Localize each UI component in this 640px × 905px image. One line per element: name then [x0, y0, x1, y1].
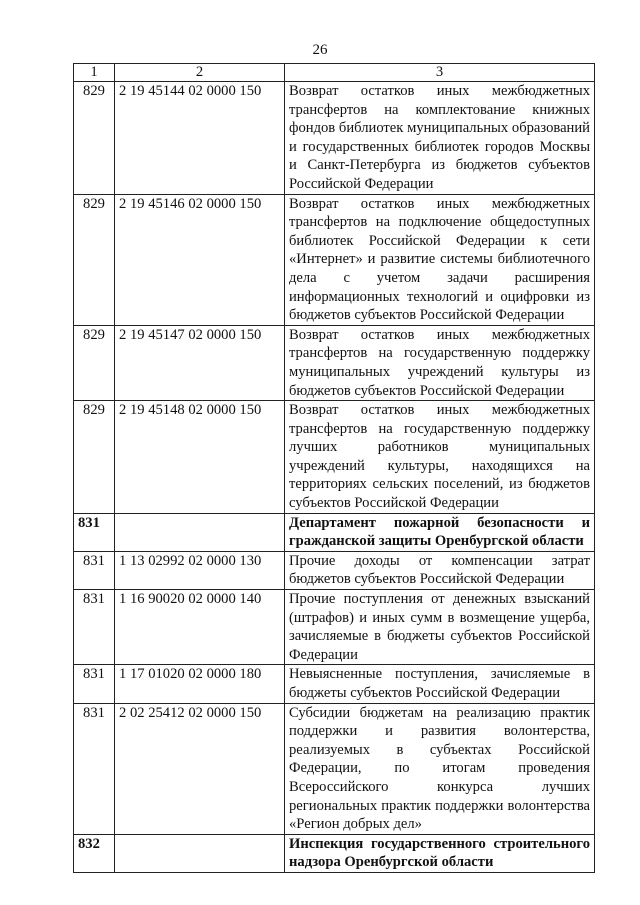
budget-code-cell: 1 17 01020 02 0000 180: [115, 665, 285, 703]
table-row: [74, 551, 595, 589]
department-row: [74, 834, 595, 872]
description-cell: Субсидии бюджетам на реализацию практик поддержки и развития волонтерства, реализуемых в субъектах Российской Федерации, по итогам проведения Всероссийского конкурса лучших региональных практик поддержки волонтерства «Регион добрых дел»: [285, 703, 595, 834]
table-row: [74, 82, 595, 195]
department-name-cell: Департамент пожарной безопасности и гражданской защиты Оренбургской области: [285, 513, 595, 551]
description-cell: Возврат остатков иных межбюджетных трансфертов на комплектование книжных фондов библиотек муниципальных образований и государственных библиотек городов Москвы и Санкт-Петербурга из бюджетов субъектов Российской Федерации: [285, 82, 595, 195]
description-cell: Возврат остатков иных межбюджетных трансфертов на государственную поддержку муниципальных учреждений культуры из бюджетов субъектов Российской Федерации: [285, 325, 595, 400]
admin-code-cell: 831: [74, 551, 115, 589]
admin-code-cell: 831: [74, 703, 115, 834]
budget-codes-table: [73, 63, 595, 873]
budget-code-cell: 2 19 45146 02 0000 150: [115, 194, 285, 325]
page-number: 26: [312, 42, 328, 58]
admin-code-cell: 829: [74, 82, 115, 195]
department-row: [74, 513, 595, 551]
table-header-row: [74, 64, 595, 82]
budget-code-cell: [115, 834, 285, 872]
admin-code-cell: 832: [74, 834, 115, 872]
table-row: [74, 325, 595, 400]
table-row: [74, 665, 595, 703]
budget-code-cell: [115, 513, 285, 551]
budget-code-cell: 2 19 45144 02 0000 150: [115, 82, 285, 195]
table-row: [74, 703, 595, 834]
admin-code-cell: 829: [74, 194, 115, 325]
description-cell: Возврат остатков иных межбюджетных трансфертов на государственную поддержку лучших работников муниципальных учреждений культуры, находящихся на территориях сельских поселений, из бюджетов субъектов Российской Федерации: [285, 401, 595, 514]
budget-code-cell: 2 02 25412 02 0000 150: [115, 703, 285, 834]
description-cell: Прочие поступления от денежных взысканий (штрафов) и иных сумм в возмещение ущерба, зачисляемые в бюджеты субъектов Российской Федерации: [285, 590, 595, 665]
table-row: [74, 590, 595, 665]
admin-code-cell: 829: [74, 401, 115, 514]
department-name-cell: Инспекция государственного строительного надзора Оренбургской области: [285, 834, 595, 872]
description-cell: Возврат остатков иных межбюджетных трансфертов на подключение общедоступных библиотек Российской Федерации к сети «Интернет» и развитие системы библиотечного дела с учетом задачи расширения информационных технологий и оцифровки из бюджетов субъектов Российской Федерации: [285, 194, 595, 325]
budget-code-cell: 1 13 02992 02 0000 130: [115, 551, 285, 589]
column-header-2: 2: [115, 64, 285, 82]
description-cell: Прочие доходы от компенсации затрат бюджетов субъектов Российской Федерации: [285, 551, 595, 589]
table-row: [74, 401, 595, 514]
column-header-1: 1: [74, 64, 115, 82]
budget-code-cell: 1 16 90020 02 0000 140: [115, 590, 285, 665]
column-header-3: 3: [285, 64, 595, 82]
admin-code-cell: 831: [74, 590, 115, 665]
budget-code-cell: 2 19 45148 02 0000 150: [115, 401, 285, 514]
budget-code-cell: 2 19 45147 02 0000 150: [115, 325, 285, 400]
table-row: [74, 194, 595, 325]
admin-code-cell: 829: [74, 325, 115, 400]
admin-code-cell: 831: [74, 513, 115, 551]
description-cell: Невыясненные поступления, зачисляемые в бюджеты субъектов Российской Федерации: [285, 665, 595, 703]
admin-code-cell: 831: [74, 665, 115, 703]
